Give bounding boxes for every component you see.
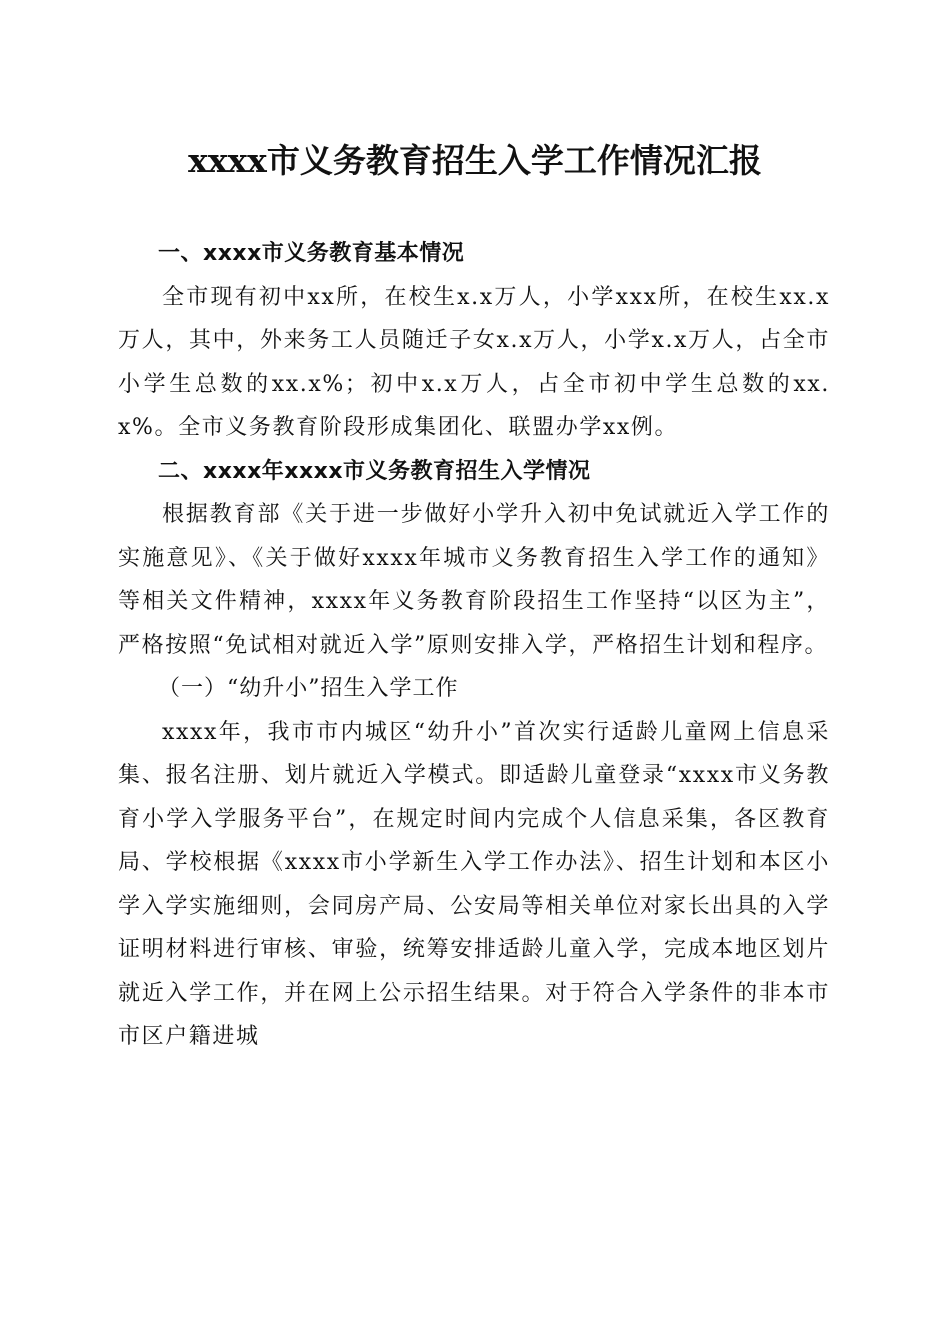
document-title: xxxx市义务教育招生入学工作情况汇报 (188, 141, 762, 180)
section-paragraph-basic-situation: 全市现有初中xx所，在校生x.x万人，小学xxx所，在校生xx.x万人，其中，外来务工人员随迁子女x.x万人，小学x.x万人，占全市小学生总数的xx.x%；初中x.x万人，占全市初中学生总数的xx.x%。全市义务教育阶段形成集团化、联盟办学xx例。 (118, 284, 830, 440)
section-heading-basic-situation: 一、xxxx市义务教育基本情况 (158, 241, 465, 266)
subsection-paragraph-primary-enrollment: xxxx年，我市市内城区“幼升小”首次实行适龄儿童网上信息采集、报名注册、划片就近入学模式。即适龄儿童登录“xxxx市义务教育小学入学服务平台”，在规定时间内完成个人信息采集，各区教育局、学校根据《xxxx市小学新生入学工作办法》、招生计划和本区小学入学实施细则，会同房产局、公安局等相关单位对家长出具的入学证明材料进行审核、审验，统筹安排适龄儿童入学，完成本地区划片就近入学工作，并在网上公示招生结果。对于符合入学条件的非本市市区户籍进城 (118, 719, 830, 1049)
section-heading-enrollment-situation: 二、xxxx年xxxx市义务教育招生入学情况 (158, 458, 591, 484)
section-paragraph-enrollment-situation: 根据教育部《关于进一步做好小学升入初中免试就近入学工作的实施意见》、《关于做好xxxx年城市义务教育招生入学工作的通知》等相关文件精神，xxxx年义务教育阶段招生工作坚持“以区为主”，严格按照“免试相对就近入学”原则安排入学，严格招生计划和程序。 (118, 502, 830, 658)
subsection-heading-primary-enrollment: （一）“幼升小”招生入学工作 (158, 676, 459, 701)
document-body (118, 232, 830, 1059)
